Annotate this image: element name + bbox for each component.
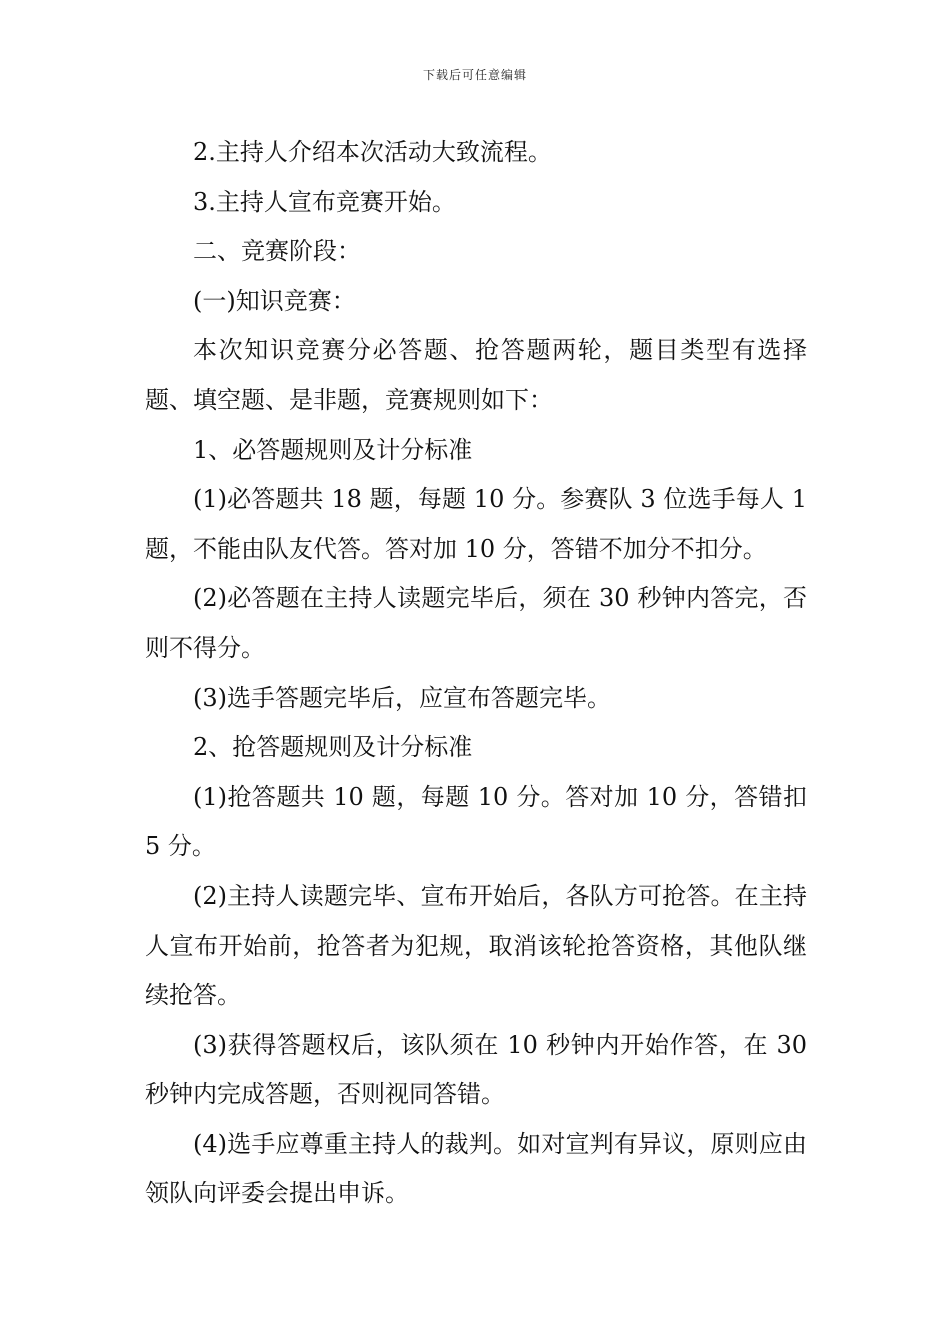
paragraph-start-announcement: 3.主持人宣布竞赛开始。 [193,187,456,216]
page-header: 下载后可任意编辑 [422,68,527,82]
rule-buzzer-3: (3)获得答题权后，该队须在 10 秒钟内开始作答，在 30 秒钟内完成答题，否则视同答错。 [145,1030,807,1109]
paragraph-contest-overview: 本次知识竞赛分必答题、抢答题两轮，题目类型有选择题、填空题、是非题，竞赛规则如下： [145,336,807,414]
section-heading-competition-stage: 二、竞赛阶段： [193,237,361,266]
heading-buzzer-questions-rules: 2、抢答题规则及计分标准 [193,733,473,762]
rule-required-3: (3)选手答题完毕后，应宣布答题完毕。 [193,683,611,712]
rule-required-2: (2)必答题在主持人读题完毕后，须在 30 秒钟内答完，否则不得分。 [145,584,807,662]
document-body [145,128,807,1219]
rule-required-1: (1)必答题共 18 题，每题 10 分。参赛队 3 位选手每人 1 题，不能由队友代答。答对加 10 分，答错不加分不扣分。 [145,485,807,563]
rule-buzzer-1: (1)抢答题共 10 题，每题 10 分。答对加 10 分，答错扣 5 分。 [145,782,807,861]
heading-required-questions-rules: 1、必答题规则及计分标准 [193,435,473,464]
subsection-heading-knowledge-contest: (一)知识竞赛： [193,286,356,315]
rule-buzzer-4: (4)选手应尊重主持人的裁判。如对宣判有异议，原则应由领队向评委会提出申诉。 [145,1129,807,1208]
rule-buzzer-2: (2)主持人读题完毕、宣布开始后，各队方可抢答。在主持人宣布开始前，抢答者为犯规，取消该轮抢答资格，其他队继续抢答。 [145,881,807,1010]
paragraph-flow-intro: 2.主持人介绍本次活动大致流程。 [193,138,552,166]
